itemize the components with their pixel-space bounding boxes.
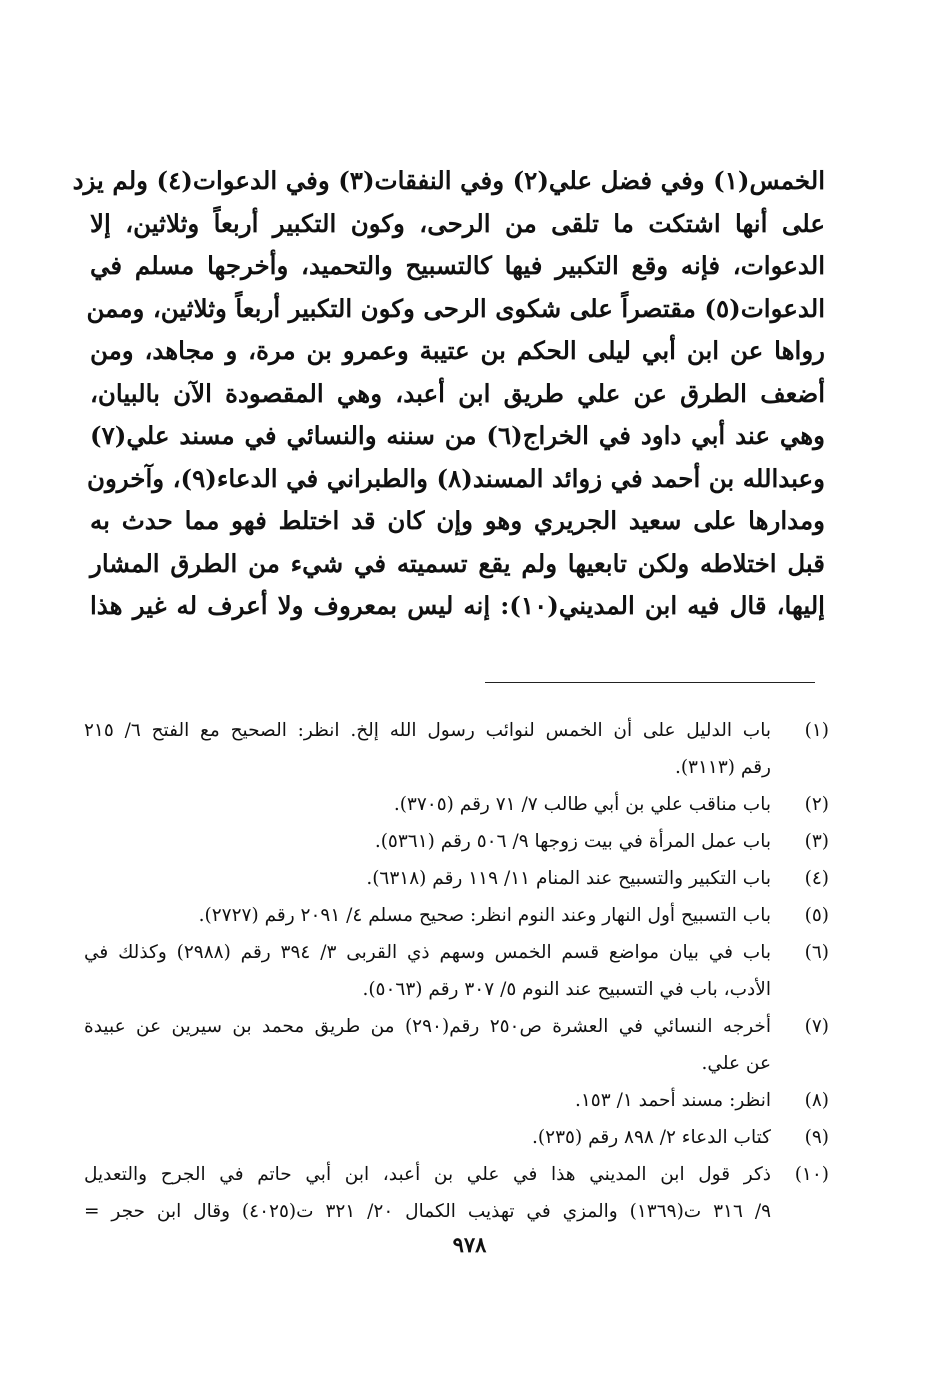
footnote-line: كتاب الدعاء ٢/ ٨٩٨ رقم (٢٣٥). (532, 1127, 771, 1148)
footnote-6 (84, 934, 829, 1008)
body-line-2: على أنها اشتكت ما تلقى من الرحى، وكون التكبير أربعاً وثلاثين، إلا (90, 208, 825, 238)
footnote-10 (84, 1156, 829, 1230)
footnote-5 (84, 897, 829, 934)
body-line-3: الدعوات، فإنه وقع التكبير فيها كالتسبيح والتحميد، وأخرجها مسلم في (90, 251, 825, 280)
footnote-line: ٩/ ٣١٦ ت(١٣٦٩) والمزي في تهذيب الكمال ٢٠/ ٣٢١ ت(٤٠٢٥) وقال ابن حجر = (84, 1201, 772, 1222)
body-line-1: الخمس(١) وفي فضل علي(٢) وفي النفقات(٣) وفي الدعوات(٤) ولم يزد (72, 166, 825, 195)
body-line-10: قبل اختلاطه ولكن تابعيها ولم يقع تسميته في شيء من الطرق المشار (90, 548, 825, 578)
body-line-7: وهي عند أبي داود في الخراج(٦) من سننه والنسائي في مسند علي(٧) (90, 421, 825, 450)
footnote-number: (٥) (804, 905, 829, 926)
footnote-line: انظر: مسند أحمد ١/ ١٥٣. (574, 1090, 771, 1111)
body-line-6: أضعف الطرق عن علي طريق ابن أعبد، وهي المقصودة الآن بالبيان، (90, 378, 825, 408)
footnote-line: باب الدليل على أن الخمس لنوائب رسول الله إلخ. انظر: الصحيح مع الفتح ٦/ ٢١٥ (84, 720, 771, 741)
footnote-number: (١) (804, 720, 829, 741)
footnote-line: باب التسبيح أول النهار وعند النوم انظر: صحيح مسلم ٤/ ٢٠٩١ رقم (٢٧٢٧). (198, 905, 771, 926)
footnote-number: (٧) (804, 1016, 829, 1037)
footnote-number: (١٠) (794, 1164, 829, 1185)
footnote-number: (٤) (804, 868, 829, 889)
footnote-9 (84, 1119, 829, 1156)
footnote-line: باب في بيان مواضع قسم الخمس وسهم ذي القربى ٣/ ٣٩٤ رقم (٢٩٨٨) وكذلك في (84, 942, 771, 963)
footnote-line: باب التكبير والتسبيح عند المنام ١١/ ١١٩ رقم (٦٣١٨). (366, 868, 771, 889)
footnote-line: الأدب، باب في التسبيح عند النوم ٥/ ٣٠٧ رقم (٥٠٦٣). (362, 979, 771, 1000)
footnote-divider (485, 682, 815, 683)
body-line-9: ومدارها على سعيد الجريري وهو وإن كان قد اختلط فهو مما حدث به (90, 506, 825, 535)
footnote-line: باب مناقب علي بن أبي طالب ٧/ ٧١ رقم (٣٧٠٥). (393, 794, 771, 815)
footnote-number: (٨) (804, 1090, 829, 1111)
body-line-5: رواها عن ابن أبي ليلى الحكم بن عتيبة وعمرو بن مرة، و مجاهد، ومن (90, 336, 825, 365)
footnote-4 (84, 860, 829, 897)
footnotes-block (84, 712, 829, 1230)
footnote-8 (84, 1082, 829, 1119)
footnote-number: (٩) (804, 1127, 829, 1148)
footnote-line: باب عمل المرأة في بيت زوجها ٩/ ٥٠٦ رقم (٥٣٦١). (374, 831, 771, 852)
footnote-7 (84, 1008, 829, 1082)
footnote-line: عن علي. (701, 1053, 771, 1074)
body-line-11: إليها، قال فيه ابن المديني(١٠): إنه ليس بمعروف ولا أعرف له غير هذا (90, 591, 825, 620)
footnote-line: ذكر قول ابن المديني هذا في علي بن أعبد، ابن أبي حاتم في الجرح والتعديل (84, 1164, 771, 1185)
footnote-number: (٣) (804, 831, 829, 852)
footnote-1 (84, 712, 829, 786)
footnote-number: (٦) (804, 942, 829, 963)
footnote-3 (84, 823, 829, 860)
body-line-8: وعبدالله بن أحمد في زوائد المسند(٨) والطبراني في الدعاء(٩)، وآخرون (86, 463, 825, 493)
footnote-line: رقم (٣١١٣). (674, 757, 771, 778)
footnote-2 (84, 786, 829, 823)
body-line-4: الدعوات(٥) مقتصراً على شكوى الرحى وكون التكبير أربعاً وثلاثين، وممن (86, 293, 825, 323)
footnote-line: أخرجه النسائي في العشرة ص٢٥٠ رقم(٢٩٠) من طريق محمد بن سيرين عن عبيدة (84, 1016, 771, 1037)
footnote-number: (٢) (804, 794, 829, 815)
page-number: ٩٧٨ (452, 1232, 487, 1257)
main-text-block (72, 160, 825, 628)
